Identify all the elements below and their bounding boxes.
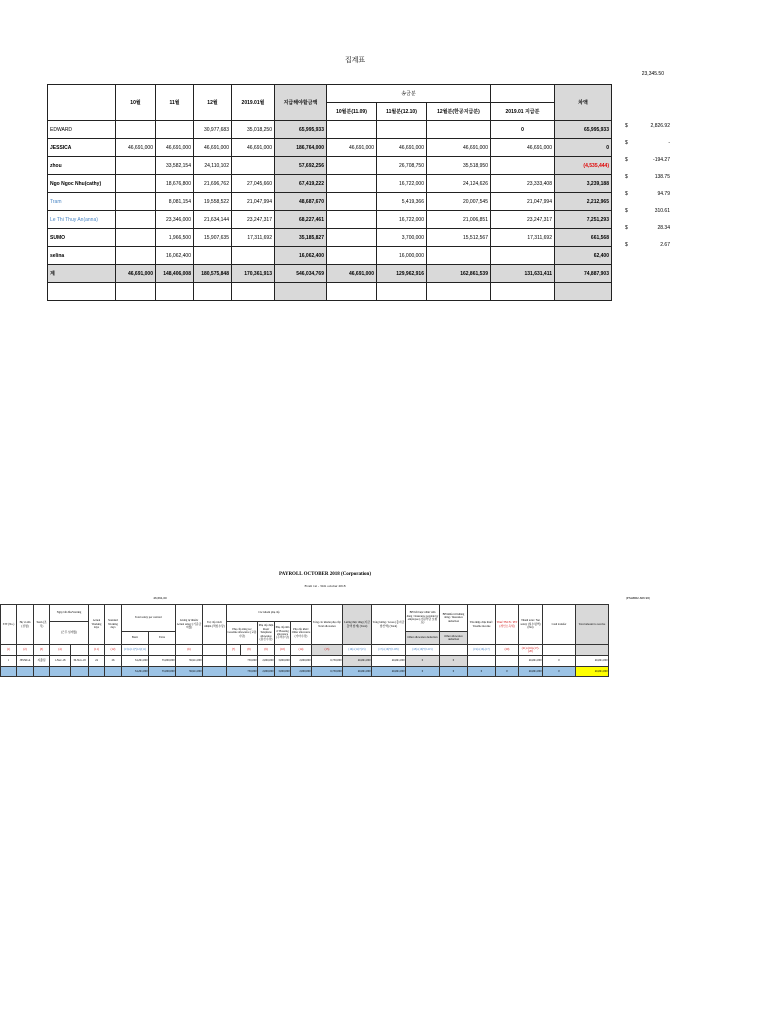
summary-cell-jan: 46,691,000 bbox=[232, 139, 275, 157]
t-ot: 39,911,000 bbox=[176, 667, 203, 677]
payroll-index-cell: (2) bbox=[17, 645, 34, 656]
summary-cell-oct bbox=[116, 229, 156, 247]
payroll-total-row bbox=[1, 667, 609, 677]
summary-cell-payable: 57,692,256 bbox=[275, 157, 327, 175]
header-payable: 지급해야할금액 bbox=[275, 85, 327, 121]
p-gross2: 46,691,000 bbox=[372, 656, 406, 667]
p-a1: 730,000 bbox=[227, 656, 258, 667]
h-ins-sub: Other allowance deduction bbox=[406, 632, 440, 645]
summary-cell-r_nov: 16,000,000 bbox=[377, 247, 427, 265]
summary-row-name: zhou bbox=[48, 157, 116, 175]
summary-cell-r_jan: 21,047,994 bbox=[491, 193, 555, 211]
payroll-top-left-number: 46,691,00 bbox=[153, 596, 167, 600]
p-total: 46,691,000 bbox=[576, 656, 609, 667]
summary-cell-payable: 65,995,933 bbox=[275, 121, 327, 139]
summary-row bbox=[48, 157, 612, 175]
h-cash: Cash transfer bbox=[543, 605, 576, 645]
payroll-index-cell bbox=[149, 645, 176, 656]
summary-cell-jan: 27,045,660 bbox=[232, 175, 275, 193]
p-no: 1 bbox=[1, 656, 17, 667]
summary-cell-nov: 16,062,400 bbox=[156, 247, 194, 265]
summary-cell-r_nov: 46,691,000 bbox=[377, 139, 427, 157]
p-a4: 2,000,000 bbox=[291, 656, 312, 667]
summary-total-oct: 46,691,000 bbox=[116, 265, 156, 283]
h-taxable: Thu nhập chịu thuế / Taxable income bbox=[468, 605, 496, 645]
summary-cell-dec: 21,696,762 bbox=[194, 175, 232, 193]
payroll-index-cell: (8) bbox=[241, 645, 258, 656]
payroll-index-cell: (14) bbox=[291, 645, 312, 656]
payroll-index-cell: (17)=(16)*(0.105) bbox=[372, 645, 406, 656]
payroll-index-cell bbox=[203, 645, 227, 656]
h-ins-group: BH bắt buộc nhân viên đóng / Insurance payable by employee (사원부담 보험료) bbox=[406, 605, 440, 632]
header-remitted-group: 송금분 bbox=[327, 85, 491, 103]
header-jan: 2019.01월 bbox=[232, 85, 275, 121]
t-gross2: 46,691,000 bbox=[372, 667, 406, 677]
p-ins: 0 bbox=[406, 656, 440, 667]
summary-cell-oct bbox=[116, 175, 156, 193]
t-extra: 35,000,000 bbox=[149, 667, 176, 677]
summary-cell-r_dec: 24,124,626 bbox=[427, 175, 491, 193]
h-gross: Lương thực tăng (지급총액 합계) (Total) bbox=[343, 605, 372, 645]
payroll-index-cell: (7) bbox=[227, 645, 241, 656]
payroll-index-cell bbox=[440, 645, 468, 656]
p-actual: 24 bbox=[89, 656, 105, 667]
summary-cell-r_oct bbox=[327, 157, 377, 175]
usd-currency-symbol: $ bbox=[625, 140, 628, 146]
payroll-index-cell: (20) bbox=[496, 645, 519, 656]
summary-cell-r_nov: 16,722,000 bbox=[377, 211, 427, 229]
summary-cell-nov: 46,691,000 bbox=[156, 139, 194, 157]
summary-cell-oct bbox=[116, 211, 156, 229]
summary-cell-jan: 21,047,994 bbox=[232, 193, 275, 211]
summary-cell-payable: 35,185,827 bbox=[275, 229, 327, 247]
summary-cell-jan: 23,247,317 bbox=[232, 211, 275, 229]
summary-total-r_dec: 162,861,539 bbox=[427, 265, 491, 283]
summary-row bbox=[48, 193, 612, 211]
h-start-group: Ngày bắt đầu/Starting bbox=[50, 605, 89, 622]
p-gross: 46,691,000 bbox=[343, 656, 372, 667]
p-std: 26 bbox=[105, 656, 122, 667]
usd-amount: 2.67 bbox=[660, 242, 670, 248]
usd-currency-symbol: $ bbox=[625, 123, 628, 129]
t-pit: 0 bbox=[496, 667, 519, 677]
p-basic: 34,291,000 bbox=[122, 656, 149, 667]
payroll-index-cell: (16)=(14)+(15) bbox=[343, 645, 372, 656]
summary-cell-oct bbox=[116, 121, 156, 139]
summary-cell-oct bbox=[116, 193, 156, 211]
p-end: 30-Nov-18 bbox=[71, 656, 89, 667]
summary-total-jan: 170,361,913 bbox=[232, 265, 275, 283]
summary-cell-r_jan bbox=[491, 157, 555, 175]
summary-cell-r_dec bbox=[427, 247, 491, 265]
t-gross: 46,691,000 bbox=[343, 667, 372, 677]
summary-cell-dec bbox=[194, 247, 232, 265]
summary-cell-dec: 46,691,000 bbox=[194, 139, 232, 157]
t-net: 46,691,000 bbox=[519, 667, 543, 677]
summary-total-r_oct: 46,691,000 bbox=[327, 265, 377, 283]
payroll-index-cell: (4) bbox=[50, 645, 71, 656]
usd-amount: - bbox=[668, 140, 670, 146]
payroll-top-right-number: (PSHBR2-606.96) bbox=[625, 596, 650, 600]
h-team: Team (조직) bbox=[34, 605, 50, 645]
summary-row-name: Le Thi Thuy An(anna) bbox=[48, 211, 116, 229]
usd-amount: 28.34 bbox=[657, 225, 670, 231]
summary-row-name: EDWARD bbox=[48, 121, 116, 139]
summary-row bbox=[48, 121, 612, 139]
payroll-title: PAYROLL OCTOBER 2018 (Corporation) bbox=[279, 572, 371, 577]
summary-row bbox=[48, 211, 612, 229]
summary-cell-payable: 186,764,000 bbox=[275, 139, 327, 157]
h-start-sub: (근무 일개월) bbox=[50, 622, 89, 645]
payroll-index-cell: (12) bbox=[105, 645, 122, 656]
usd-currency-symbol: $ bbox=[625, 157, 628, 163]
h-actual-days: Actual Working days bbox=[89, 605, 105, 645]
h-ot: Lương tự thiểm/ Actual salary (기준급여월) bbox=[176, 605, 203, 645]
summary-row bbox=[48, 139, 612, 157]
summary-cell-r_jan: 17,311,692 bbox=[491, 229, 555, 247]
payroll-index-cell bbox=[576, 645, 609, 656]
summary-row-name: JESSICA bbox=[48, 139, 116, 157]
header-dec: 12월 bbox=[194, 85, 232, 121]
h-salary-basic: Basic bbox=[122, 632, 149, 645]
summary-cell-oct: 46,691,000 bbox=[116, 139, 156, 157]
summary-total-nov: 148,406,008 bbox=[156, 265, 194, 283]
summary-cell-r_dec: 20,007,545 bbox=[427, 193, 491, 211]
usd-currency-symbol: $ bbox=[625, 242, 628, 248]
summary-cell-dec: 24,110,102 bbox=[194, 157, 232, 175]
summary-cell-r_jan: 0 bbox=[491, 121, 555, 139]
usd-amount: 94.79 bbox=[657, 191, 670, 197]
payroll-index-cell: (9) bbox=[258, 645, 275, 656]
h-total-receive: Total amount to receive bbox=[576, 605, 609, 645]
summary-cell-payable: 68,227,461 bbox=[275, 211, 327, 229]
t-ins2: 0 bbox=[440, 667, 468, 677]
summary-total-label: 계 bbox=[48, 265, 116, 283]
header-oct: 10월 bbox=[116, 85, 156, 121]
summary-cell-r_nov bbox=[377, 121, 427, 139]
summary-cell-r_oct bbox=[327, 121, 377, 139]
t-a4: 2,000,000 bbox=[291, 667, 312, 677]
t-ins: 0 bbox=[406, 667, 440, 677]
summary-total-diff: 74,887,903 bbox=[555, 265, 612, 283]
summary-cell-r_oct bbox=[327, 229, 377, 247]
summary-cell-dec: 30,977,683 bbox=[194, 121, 232, 139]
usd-currency-symbol: $ bbox=[625, 174, 628, 180]
summary-cell-r_jan: 23,247,317 bbox=[491, 211, 555, 229]
usd-amount: 138.75 bbox=[654, 174, 670, 180]
summary-cell-r_jan: 23,333,408 bbox=[491, 175, 555, 193]
p-tallow: 6,730,000 bbox=[312, 656, 343, 667]
summary-cell-r_oct bbox=[327, 247, 377, 265]
summary-cell-diff: 661,568 bbox=[555, 229, 612, 247]
payroll-index-cell: (15) bbox=[312, 645, 343, 656]
summary-cell-payable: 67,419,222 bbox=[275, 175, 327, 193]
t-basic: 34,291,000 bbox=[122, 667, 149, 677]
summary-cell-r_nov: 16,722,000 bbox=[377, 175, 427, 193]
h-allow-2: Phụ cấp điện thoại/ Telephone allowance (통신수당) bbox=[258, 622, 275, 645]
summary-cell-r_oct bbox=[327, 193, 377, 211]
header-nov: 11월 bbox=[156, 85, 194, 121]
summary-cell-r_nov: 5,419,366 bbox=[377, 193, 427, 211]
header-rem-nov: 11월분(12.10) bbox=[377, 103, 427, 121]
payroll-header-row-1 bbox=[1, 605, 609, 622]
payroll-index-cell: (19)=(16)-(17) bbox=[468, 645, 496, 656]
payroll-index-cell: (6) bbox=[176, 645, 203, 656]
h-salary-group: Total salary per contract bbox=[122, 605, 176, 632]
h-std-days: Standard Working days bbox=[105, 605, 122, 645]
h-allow-1: Phụ cấp xăng xe/ Gasoline allowance (교통수당) bbox=[227, 622, 258, 645]
summary-cell-r_oct bbox=[327, 175, 377, 193]
summary-cell-r_oct bbox=[327, 211, 377, 229]
summary-row bbox=[48, 175, 612, 193]
payroll-index-cell: (10) bbox=[275, 645, 291, 656]
summary-cell-diff: 2,212,965 bbox=[555, 193, 612, 211]
h-allow-group: Các khoản phụ cấp bbox=[227, 605, 312, 622]
payroll-subtitle: From 1st - 31th october 2018 bbox=[304, 584, 346, 588]
p-extra: 35,000,000 bbox=[149, 656, 176, 667]
summary-cell-jan: 17,311,692 bbox=[232, 229, 275, 247]
header-rem-oct: 10월분(11.09) bbox=[327, 103, 377, 121]
t-a1: 730,000 bbox=[227, 667, 258, 677]
summary-empty-row bbox=[48, 283, 612, 301]
h-trial: Trợ cấp trách nhiệm (책임수당) bbox=[203, 605, 227, 645]
summary-cell-nov: 1,966,500 bbox=[156, 229, 194, 247]
h-allow-4: Phụ cấp khác/ Other allowance (기타수당) bbox=[291, 622, 312, 645]
summary-cell-nov: 18,676,800 bbox=[156, 175, 194, 193]
h-ins2-group: BH khấu trừ không đóng / Insurance deduction bbox=[440, 605, 468, 632]
summary-table bbox=[47, 84, 612, 301]
payroll-index-row bbox=[1, 645, 609, 656]
summary-cell-r_nov: 26,708,750 bbox=[377, 157, 427, 175]
usd-amount: -194.27 bbox=[653, 157, 670, 163]
summary-total-row bbox=[48, 265, 612, 283]
summary-header-row-1 bbox=[48, 85, 612, 103]
payroll-index-cell bbox=[543, 645, 576, 656]
h-salary-extra: Extra bbox=[149, 632, 176, 645]
summary-cell-r_nov: 3,700,000 bbox=[377, 229, 427, 247]
h-total-allow: Tổng các khoản phụ cấp/ Total allowance bbox=[312, 605, 343, 645]
t-taxable: 0 bbox=[468, 667, 496, 677]
summary-total-payable: 546,034,769 bbox=[275, 265, 327, 283]
summary-cell-oct bbox=[116, 157, 156, 175]
summary-cell-jan bbox=[232, 157, 275, 175]
summary-cell-oct bbox=[116, 247, 156, 265]
payroll-index-cell: (3) bbox=[34, 645, 50, 656]
t-cash: 0 bbox=[543, 667, 576, 677]
payroll-table bbox=[0, 604, 609, 677]
summary-cell-dec: 15,907,635 bbox=[194, 229, 232, 247]
summary-row-name: selina bbox=[48, 247, 116, 265]
h-pit: Thuế TNCN / PIT (개인소득세) bbox=[496, 605, 519, 645]
summary-cell-diff: 3,239,188 bbox=[555, 175, 612, 193]
h-allow-3: Phụ cấp nhà ở/ Housing allowance (주택수당) bbox=[275, 622, 291, 645]
p-pit bbox=[496, 656, 519, 667]
h-ins2-sub: Other allowance deduction bbox=[440, 632, 468, 645]
payroll-index-cell: (13)=(11)*(12)/(11) bbox=[122, 645, 149, 656]
summary-cell-r_dec bbox=[427, 121, 491, 139]
p-a2: 2,000,000 bbox=[258, 656, 275, 667]
p-team: 지출팀 bbox=[34, 656, 50, 667]
p-start: 1-Nov-18 bbox=[50, 656, 71, 667]
payroll-index-cell: (21)=(16)-(17)-(20) bbox=[519, 645, 543, 656]
summary-cell-nov: 23,346,000 bbox=[156, 211, 194, 229]
usd-currency-symbol: $ bbox=[625, 208, 628, 214]
summary-row-name: SUMO bbox=[48, 229, 116, 247]
usd-currency-symbol: $ bbox=[625, 191, 628, 197]
header-rem-dec: 12월분(한공지급분) bbox=[427, 103, 491, 121]
summary-row bbox=[48, 247, 612, 265]
p-ins2: 0 bbox=[440, 656, 468, 667]
summary-top-number: 23,345.50 bbox=[641, 71, 664, 77]
p-name: JESSICA bbox=[17, 656, 34, 667]
summary-total-r_jan: 131,631,411 bbox=[491, 265, 555, 283]
t-a2: 2,000,000 bbox=[258, 667, 275, 677]
summary-total-r_nov: 129,962,916 bbox=[377, 265, 427, 283]
summary-cell-payable: 48,687,670 bbox=[275, 193, 327, 211]
summary-cell-diff: (4,535,444) bbox=[555, 157, 612, 175]
summary-cell-nov: 8,081,154 bbox=[156, 193, 194, 211]
summary-cell-diff: 62,400 bbox=[555, 247, 612, 265]
p-trial bbox=[203, 656, 227, 667]
summary-row-name: Tram bbox=[48, 193, 116, 211]
usd-amount: 2,826.92 bbox=[650, 123, 670, 129]
p-ot: 39,911,000 bbox=[176, 656, 203, 667]
p-net: 46,691,000 bbox=[519, 656, 543, 667]
h-no: STT (No.) bbox=[1, 605, 17, 645]
summary-cell-dec: 19,558,522 bbox=[194, 193, 232, 211]
summary-row bbox=[48, 229, 612, 247]
summary-cell-r_dec: 46,691,000 bbox=[427, 139, 491, 157]
summary-cell-r_dec: 21,006,851 bbox=[427, 211, 491, 229]
p-taxable bbox=[468, 656, 496, 667]
summary-title: 집계표 bbox=[344, 57, 366, 64]
summary-cell-r_dec: 35,518,950 bbox=[427, 157, 491, 175]
summary-total-dec: 180,575,848 bbox=[194, 265, 232, 283]
payroll-index-cell: (11) bbox=[89, 645, 105, 656]
payroll-data-row bbox=[1, 656, 609, 667]
summary-cell-nov: 33,582,154 bbox=[156, 157, 194, 175]
header-rem-jan: 2019.01 지급분 bbox=[491, 103, 555, 121]
h-gross-add: Tổng lương / Gross (총지급 합산액) (Total) bbox=[372, 605, 406, 645]
t-a3: 3,000,000 bbox=[275, 667, 291, 677]
summary-cell-dec: 21,634,144 bbox=[194, 211, 232, 229]
p-cash: 0 bbox=[543, 656, 576, 667]
payroll-index-cell: (1) bbox=[1, 645, 17, 656]
summary-cell-r_jan: 46,691,000 bbox=[491, 139, 555, 157]
summary-cell-r_dec: 15,512,567 bbox=[427, 229, 491, 247]
payroll-index-cell bbox=[71, 645, 89, 656]
summary-cell-r_oct: 46,691,000 bbox=[327, 139, 377, 157]
summary-cell-jan: 35,018,250 bbox=[232, 121, 275, 139]
summary-cell-payable: 16,062,400 bbox=[275, 247, 327, 265]
payroll-index-cell: (18)=(16)*(0.215) bbox=[406, 645, 440, 656]
summary-row-name: Ngo Ngoc Nhu(cathy) bbox=[48, 175, 116, 193]
p-a3: 3,000,000 bbox=[275, 656, 291, 667]
summary-cell-diff: 65,995,933 bbox=[555, 121, 612, 139]
t-tallow: 6,730,000 bbox=[312, 667, 343, 677]
usd-amount: 310.61 bbox=[654, 208, 670, 214]
summary-cell-r_jan bbox=[491, 247, 555, 265]
summary-cell-diff: 0 bbox=[555, 139, 612, 157]
summary-cell-diff: 7,251,293 bbox=[555, 211, 612, 229]
header-diff: 차액 bbox=[555, 85, 612, 121]
usd-currency-symbol: $ bbox=[625, 225, 628, 231]
summary-cell-nov bbox=[156, 121, 194, 139]
h-fullname: Họ và tên (성명) bbox=[17, 605, 34, 645]
t-total: 46,691,000 bbox=[576, 667, 609, 677]
summary-cell-jan bbox=[232, 247, 275, 265]
h-net: Thanh toán / Net salary (실수령액) (Net) bbox=[519, 605, 543, 645]
